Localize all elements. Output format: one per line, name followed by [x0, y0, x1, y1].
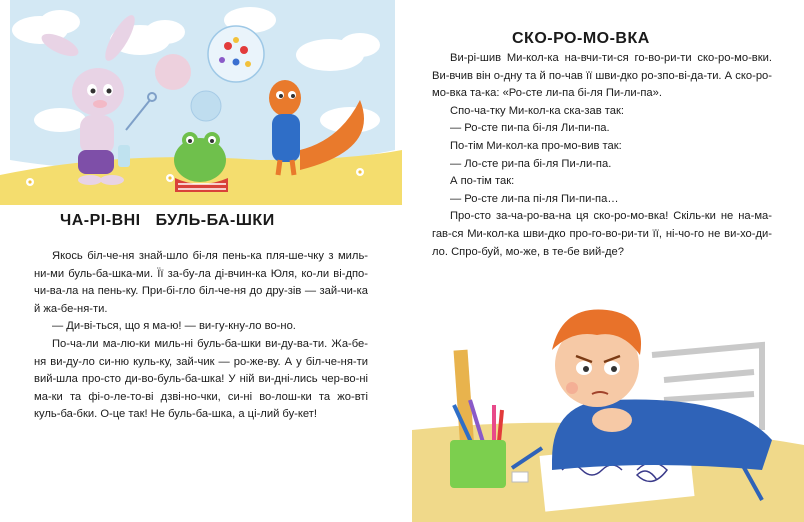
pencil-cup [450, 400, 506, 488]
drawing-paper [539, 440, 694, 511]
right-paragraph-3: — Ро-сте пи-па бі-ля Ли-пи-па. [450, 122, 610, 135]
right-paragraph-7: — Ро-сте ли-па пі-ля Пи-пи-па… [450, 192, 619, 205]
pencil-blue [512, 448, 542, 468]
right-paragraph-8: Про-сто за-ча-ро-ва-на ця ско-ро-мо-вка! Скіль-ки не на-ма-гав-ся Ми-кол-ка шви-дко про-го-во-ри-ти її, ні-чо-го не ви-хо-ди-ло. Спро-буй, мо-же, в те-бе вий-де? [432, 210, 772, 258]
table [412, 423, 804, 522]
right-story-text [432, 50, 772, 261]
right-paragraph-6: А по-тім так: [450, 175, 515, 188]
left-story-text [34, 248, 368, 424]
bubbles-illustration [0, 0, 402, 205]
right-paragraph-1: Ви-рі-шив Ми-кол-ка на-вчи-ти-ся го-во-ри-ти ско-ро-мо-вки. Ви-вчив він о-дну та й по-чав її шви-дко ро-зпо-ві-да-ти. А ско-ро-мо-вка та-ка: «Ро-сте ли-па бі-ля Пи-ли-па». [432, 52, 772, 100]
left-paragraph-2: — Ди-ві-ться, що я ма-ю! — ви-гу-кну-ло во-но. [52, 320, 296, 333]
left-story-title: ЧА-РІ-ВНІ БУЛЬ-БА-ШКИ [60, 212, 275, 229]
left-paragraph-1: Якось біл-че-ня знай-шло бі-ля пень-ка пля-ше-чку з миль-ни-ми буль-ба-шка-ми. Її за-бу-ла ді-вчин-ка Юля, ко-ли ві-дпо-чи-ва-ла на пень-ку. При-бі-гло біл-че-ня до дру-зів — зай-чи-ка й жа-бе-ня-ти. [34, 250, 368, 315]
pencil-on-right [737, 455, 762, 500]
eraser [512, 472, 528, 482]
right-paragraph-4: По-тім Ми-кол-ка про-мо-вив так: [450, 139, 622, 152]
right-paragraph-2: Спо-ча-тку Ми-кол-ка ска-зав так: [450, 104, 625, 117]
boy [552, 310, 772, 471]
right-paragraph-5: — Ло-сте ри-па бі-ля Пи-ли-па. [450, 157, 612, 170]
right-story-title: СКО-РО-МО-ВКА [512, 30, 650, 47]
chair [652, 345, 762, 430]
right-page [402, 0, 804, 522]
ruler [454, 350, 475, 451]
left-paragraph-3: По-ча-ли ма-лю-ки миль-ні буль-ба-шки ви-ду-ва-ти. Жа-бе-ня ви-ду-ло си-ню куль-ку, зай-чик — ро-же-ву. А у біл-че-ня-ти вий-шла про-сто ди-во-буль-ба-шка! У ній ви-дні-лись чер-во-ні ма-ки та фі-о-ле-то-ві дзві-но-чки, си-ні во-лош-ки та жо-вті куль-ба-бки. О-це так! Не буль-ба-шка, а ці-лий бу-кет! [34, 337, 368, 421]
